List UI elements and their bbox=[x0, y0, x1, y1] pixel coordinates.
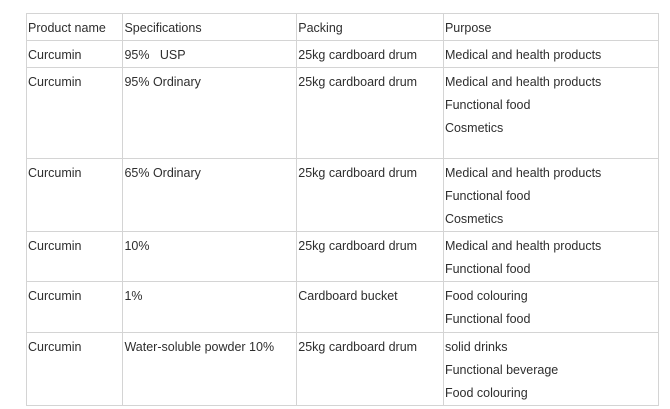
header-packing: Packing bbox=[297, 14, 444, 41]
cell-packing: 25kg cardboard drum bbox=[297, 232, 444, 282]
cell-packing: 25kg cardboard drum bbox=[297, 333, 444, 406]
cell-packing: 25kg cardboard drum bbox=[297, 68, 444, 159]
header-specifications: Specifications bbox=[123, 14, 297, 41]
cell-specifications: 95% USP bbox=[123, 41, 297, 68]
table-row bbox=[27, 333, 659, 406]
cell-product-name: Curcumin bbox=[27, 68, 123, 159]
purpose-line: solid drinks bbox=[444, 340, 508, 354]
purpose-line: Food colouring bbox=[444, 386, 528, 400]
purpose-line: Cosmetics bbox=[444, 212, 504, 226]
table-row bbox=[27, 159, 659, 232]
cell-specifications: 65% Ordinary bbox=[123, 159, 297, 232]
cell-packing: 25kg cardboard drum bbox=[297, 159, 444, 232]
cell-purpose bbox=[443, 282, 658, 333]
cell-specifications: Water-soluble powder 10% bbox=[123, 333, 297, 406]
cell-purpose bbox=[443, 68, 658, 159]
purpose-line: Functional food bbox=[444, 312, 531, 326]
cell-product-name: Curcumin bbox=[27, 282, 123, 333]
cell-product-name: Curcumin bbox=[27, 232, 123, 282]
purpose-line: Functional food bbox=[444, 262, 531, 276]
purpose-line: Cosmetics bbox=[444, 121, 504, 135]
purpose-line: Food colouring bbox=[444, 289, 528, 303]
table-row bbox=[27, 68, 659, 159]
cell-product-name: Curcumin bbox=[27, 41, 123, 68]
header-product-name: Product name bbox=[27, 14, 123, 41]
cell-purpose bbox=[443, 159, 658, 232]
cell-purpose bbox=[443, 232, 658, 282]
purpose-line: Functional food bbox=[444, 189, 531, 203]
cell-packing: Cardboard bucket bbox=[297, 282, 444, 333]
cell-purpose bbox=[443, 41, 658, 68]
cell-product-name: Curcumin bbox=[27, 159, 123, 232]
cell-specifications: 10% bbox=[123, 232, 297, 282]
cell-specifications: 1% bbox=[123, 282, 297, 333]
purpose-line: Functional beverage bbox=[444, 363, 559, 377]
purpose-line: Medical and health products bbox=[444, 75, 602, 89]
purpose-line: Medical and health products bbox=[444, 166, 602, 180]
header-purpose: Purpose bbox=[443, 14, 658, 41]
purpose-line: Medical and health products bbox=[444, 239, 602, 253]
purpose-line: Functional food bbox=[444, 98, 531, 112]
cell-packing: 25kg cardboard drum bbox=[297, 41, 444, 68]
product-spec-table bbox=[26, 13, 659, 406]
cell-specifications: 95% Ordinary bbox=[123, 68, 297, 159]
cell-product-name: Curcumin bbox=[27, 333, 123, 406]
purpose-line: Medical and health products bbox=[444, 48, 602, 62]
table-header-row bbox=[27, 14, 659, 41]
table-row bbox=[27, 282, 659, 333]
table-row bbox=[27, 232, 659, 282]
table-row bbox=[27, 41, 659, 68]
cell-purpose bbox=[443, 333, 658, 406]
